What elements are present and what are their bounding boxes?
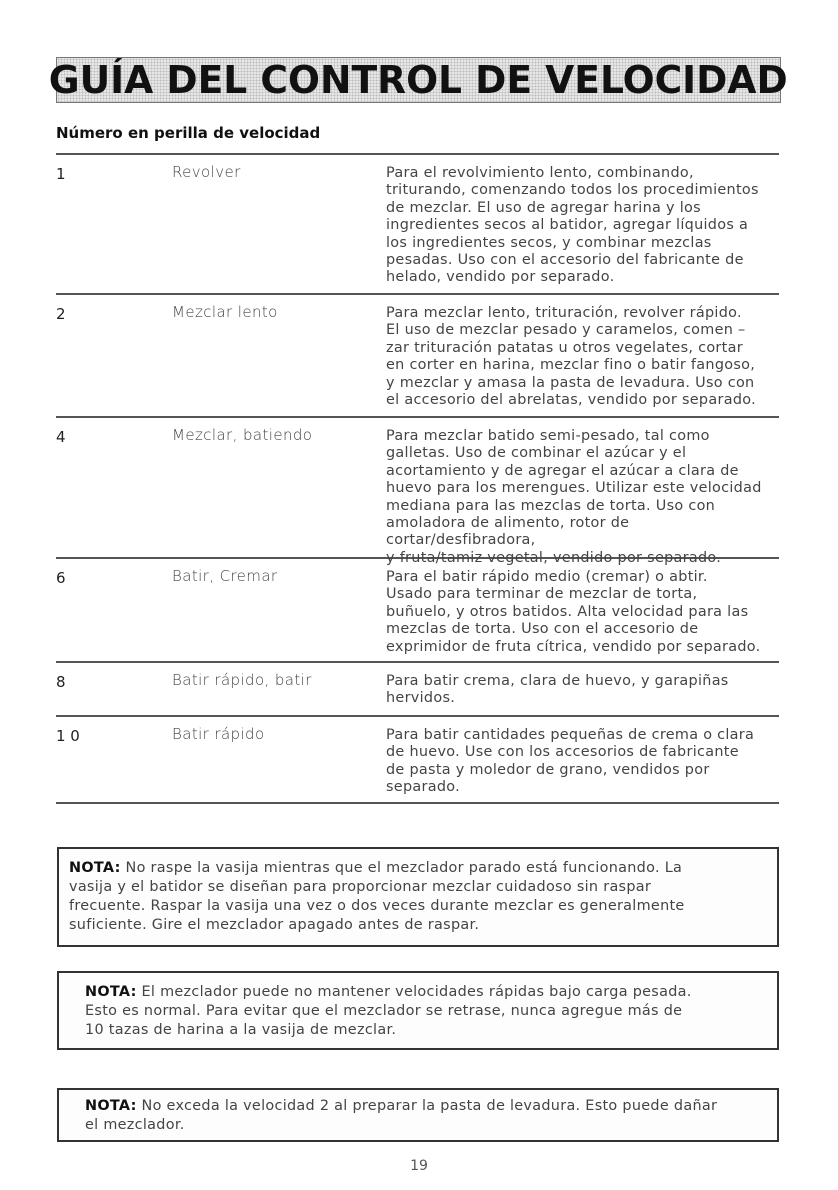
section-heading: Número en perilla de velocidad xyxy=(56,124,321,142)
speed-table xyxy=(56,153,779,804)
speed-name: Mezclar lento xyxy=(172,303,278,321)
speed-name: Batir rápido, batir xyxy=(172,671,312,689)
speed-description: Para mezclar batido semi-pesado, tal como galletas. Uso de combinar el azúcar y el acortamiento y de agregar el azúcar a clara de huevo para los merengues. Utilizar este velocidad mediana para las mezclas de torta. Uso con amoladora de alimento, rotor de cortar/desfibradora, y fruta/tamiz vegetal, vendido por separado. xyxy=(386,428,762,566)
speed-row xyxy=(56,418,779,566)
speed-description: Para batir cantidades pequeñas de crema o clara de huevo. Use con los accesorios de fabricante de pasta y moledor de grano, vendidos por separado. xyxy=(386,727,755,796)
speed-number: 4 xyxy=(56,428,66,446)
speed-name: Revolver xyxy=(172,163,241,181)
speed-name: Batir rápido xyxy=(172,725,265,743)
note-text: NOTA: El mezclador puede no mantener velocidades rápidas bajo carga pesada. Esto es normal. Para evitar que el mezclador se retrase, nunca agregue más de 10 tazas de harina a la vasija de mezclar. xyxy=(85,984,692,1038)
speed-row xyxy=(56,295,779,418)
speed-row xyxy=(56,717,779,804)
speed-row xyxy=(56,155,779,295)
note-box xyxy=(57,847,779,947)
speed-number: 8 xyxy=(56,673,66,691)
speed-description: Para el batir rápido medio (cremar) o abtir. Usado para terminar de mezclar de torta, buñuelo, y otros batidos. Alta velocidad para las mezclas de torta. Uso con el accesorio de exprimidor de fruta cítrica, vendido por separado. xyxy=(386,569,761,655)
speed-number: 1 0 xyxy=(56,727,80,745)
speed-number: 2 xyxy=(56,305,66,323)
speed-row xyxy=(56,663,779,717)
page-number: 19 xyxy=(410,1158,428,1174)
title-banner xyxy=(48,57,789,103)
speed-row xyxy=(56,559,779,663)
note-label: NOTA: xyxy=(69,860,121,876)
note-text: NOTA: No raspe la vasija mientras que el mezclador parado está funcionando. La vasija y el batidor se diseñan para proporcionar mezclar cuidadoso sin raspar frecuente. Raspar la vasija una vez o dos veces durante mezclar es generalmente suficiente. Gire el mezclador apagado antes de raspar. xyxy=(69,860,685,933)
speed-name: Batir, Cremar xyxy=(172,567,278,585)
note-label: NOTA: xyxy=(85,984,137,1000)
speed-description: Para mezclar lento, trituración, revolver rápido. El uso de mezclar pesado y caramelos, comen – zar trituración patatas u otros vegelates, cortar en corter en harina, mezclar fino o batir fangoso, y mezclar y amasa la pasta de levadura. Uso con el accesorio del abrelatas, vendido por separado. xyxy=(386,305,756,409)
note-box xyxy=(57,1088,779,1142)
speed-description: Para batir crema, clara de huevo, y garapiñas hervidos. xyxy=(386,673,729,707)
speed-description: Para el revolvimiento lento, combinando, triturando, comenzando todos los procedimientos de mezclar. El uso de agregar harina y los ingredientes secos al batidor, agregar líquidos a los ingredientes secos, y combinar mezclas pesadas. Uso con el accesorio del fabricante de helado, vendido por separado. xyxy=(386,165,759,286)
speed-number: 6 xyxy=(56,569,66,587)
note-box xyxy=(57,971,779,1050)
page-title: GUÍA DEL CONTROL DE VELOCIDAD xyxy=(48,58,789,102)
note-label: NOTA: xyxy=(85,1098,137,1114)
note-text: NOTA: No exceda la velocidad 2 al preparar la pasta de levadura. Esto puede dañar el mezclador. xyxy=(85,1098,718,1133)
speed-name: Mezclar, batiendo xyxy=(172,426,313,444)
speed-number: 1 xyxy=(56,165,66,183)
